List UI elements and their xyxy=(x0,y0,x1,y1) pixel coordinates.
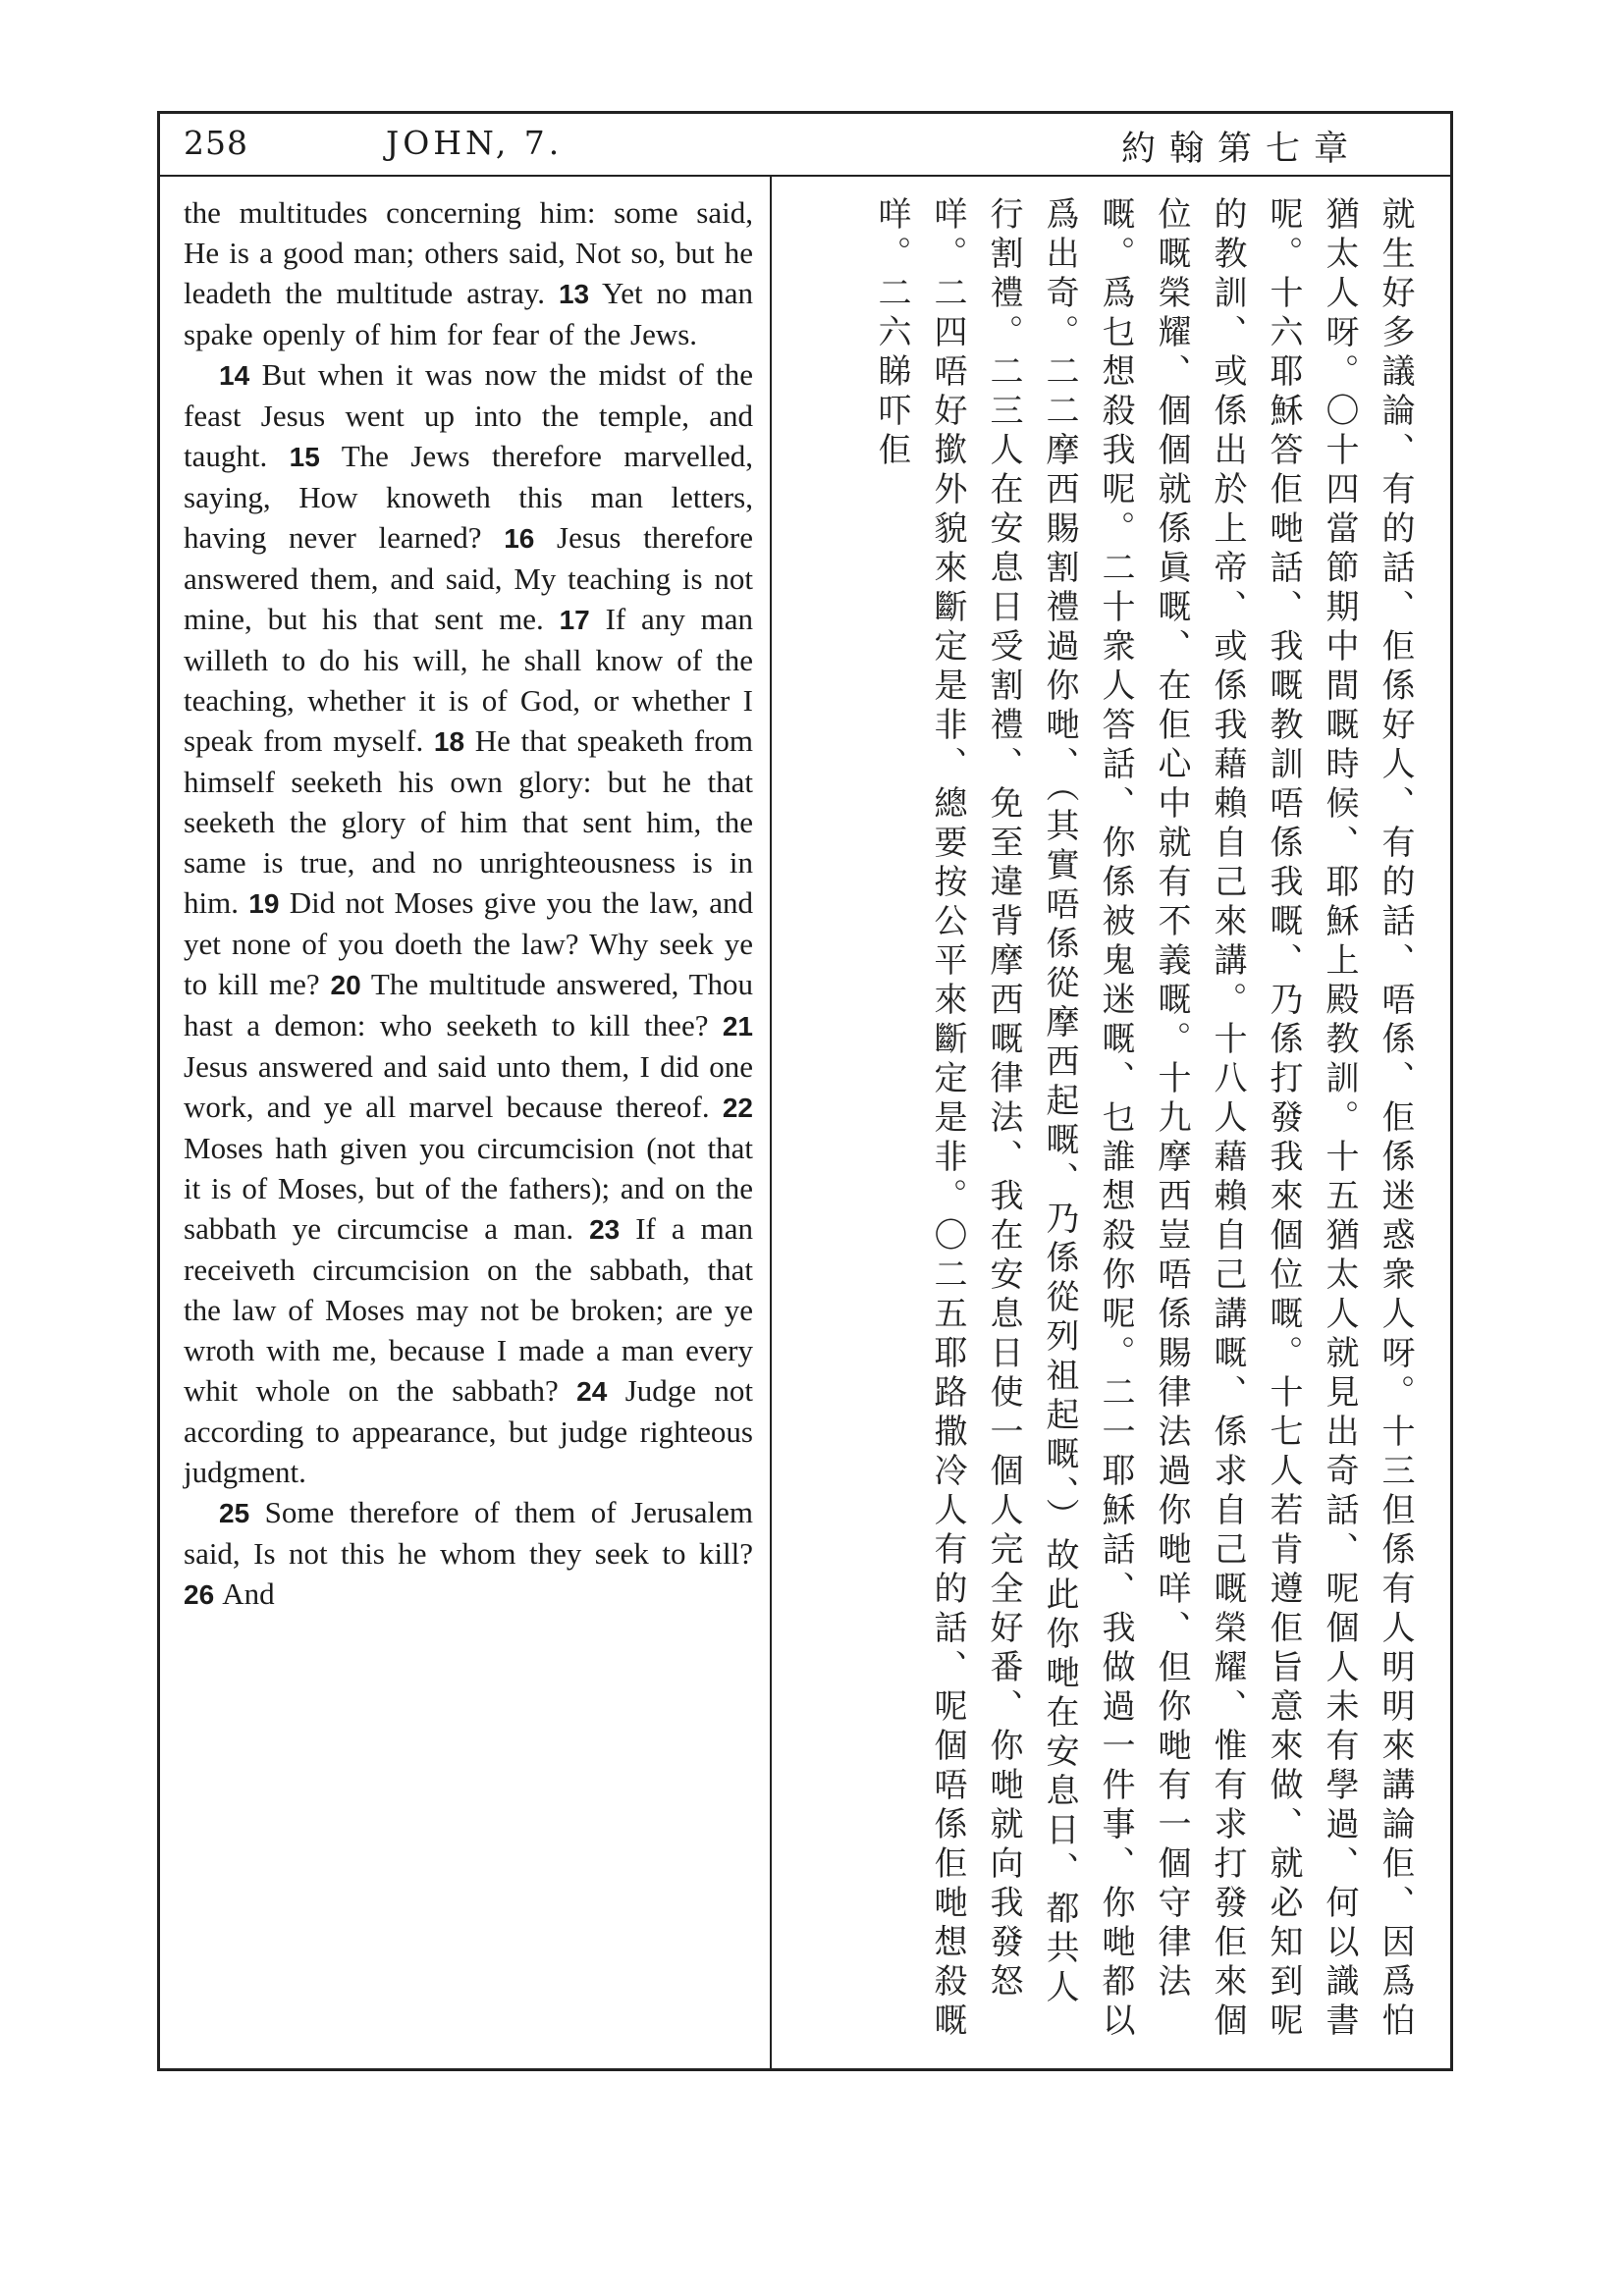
verse-number: 14 xyxy=(219,360,250,391)
verse-text-17: If any man willeth to do his will, he shall know of the teaching, whether it is of God, or whether I speak from myself. xyxy=(184,602,754,758)
verse-text-22: Moses hath given you circumcision (not that it is of Moses, but of the fathers); and on the sabbath ye circumcise a man. xyxy=(184,1131,753,1246)
verse-text-24: Judge not according to appearance, but judge righteous judgment. xyxy=(184,1373,754,1489)
verse-text-18: He that speaketh from himself seeketh his own glory: but he that seeketh the glory of him that sent him, the same is true, and no unrighteousness is in him. xyxy=(184,723,754,920)
verse-text-23: If a man receiveth circumcision on the sabbath, that the law of Moses may not be broken; are ye wroth with me, because I made a man every whit whole on the sabbath? xyxy=(184,1211,754,1408)
verse-number: 21 xyxy=(722,1011,753,1041)
verse-text-14: But when it was now the midst of the feast Jesus went up into the temple, and taught. xyxy=(184,357,753,473)
english-column xyxy=(184,192,753,1615)
verse-number: 18 xyxy=(433,726,465,757)
english-paragraph-3 xyxy=(184,1492,753,1615)
verse-number: 20 xyxy=(330,970,361,1000)
page-number: 258 xyxy=(184,124,248,162)
verse-text-25: Some therefore of them of Jerusalem said, Is not this he whom they seek to kill? xyxy=(184,1495,754,1571)
verse-text-20: The multitude answered, Thou hast a demon: who seeketh to kill thee? xyxy=(184,967,754,1042)
running-head: JOHN, 7. xyxy=(386,124,564,162)
verse-number: 19 xyxy=(248,888,280,919)
verse-number: 26 xyxy=(184,1579,215,1610)
verse-text-16: Jesus therefore answered them, and said, My teaching is not mine, but his that sent me. xyxy=(184,520,754,636)
verse-number: 24 xyxy=(576,1376,608,1407)
verse-number: 13 xyxy=(558,279,590,309)
page-frame xyxy=(157,111,1453,2071)
verse-text-15: The Jews therefore marvelled, saying, How knoweth this man letters, having never learned? xyxy=(184,439,753,555)
verse-text-12: the multitudes concerning him: some said, He is a good man; others said, Not so, but he leadeth the multitude astray. xyxy=(184,195,753,310)
column-divider xyxy=(770,175,772,2068)
verse-number: 15 xyxy=(289,442,320,472)
verse-text-21: Jesus answered and said unto them, I did one work, and ye all marvel because thereof. xyxy=(184,1049,753,1124)
chinese-chapter-title: 約翰第七章 xyxy=(1120,130,1362,169)
verse-number: 23 xyxy=(589,1214,621,1245)
verse-number: 16 xyxy=(504,523,535,554)
verse-number: 22 xyxy=(722,1093,753,1123)
english-paragraph-2 xyxy=(184,354,753,1492)
verse-number: 25 xyxy=(219,1498,250,1528)
verse-text-19: Did not Moses give you the law, and yet none of you doeth the law? Why seek ye to kill me? xyxy=(184,885,753,1001)
chinese-column: 就生好多議論、有的話、佢係好人、有的話、唔係、佢係迷惑衆人呀。十三但係有人明明來講論佢、因爲怕猶太人呀。〇十四當節期中間嘅時候、耶穌上殿教訓。十五猶太人就見出奇話、呢個人未有學過、何以識書呢。十六耶穌答佢哋話、我嘅教訓唔係我嘅、乃係打發我來個位嘅。十七人若肯遵佢旨意來做、就必知到呢的教訓、或係出於上帝、或係我藉賴自己來講。十八人藉賴自己講嘅、係求自己嘅榮耀、惟有求打發佢來個位嘅榮耀、個個就係眞嘅、在佢心中就有不義嘅。十九摩西豈唔係賜律法過你哋咩、但你哋有一個守律法嘅。爲乜想殺我呢。二十衆人答話、你係被鬼迷嘅、乜誰想殺你呢。二一耶穌話、我做過一件事、你哋都以爲出奇。二二摩西賜割禮過你哋、（其實唔係從摩西起嘅、乃係從列祖起嘅、）故此你哋在安息日、都共人行割禮。二三人在安息日受割禮、免至違背摩西嘅律法、我在安息日使一個人完全好番、你哋就向我發怒咩。二四唔好撳外貌來斷定是非、總要按公平來斷定是非。〇二五耶路撒冷人有的話、呢個唔係佢哋想殺嘅咩。二六睇吓佢 xyxy=(872,196,1415,2042)
verse-text-26: And xyxy=(222,1576,275,1611)
header-rule xyxy=(160,175,1450,177)
verse-text-13: Yet no man spake openly of him for fear of the Jews. xyxy=(184,276,753,351)
verse-number: 17 xyxy=(559,605,590,635)
english-paragraph-1 xyxy=(184,192,753,354)
